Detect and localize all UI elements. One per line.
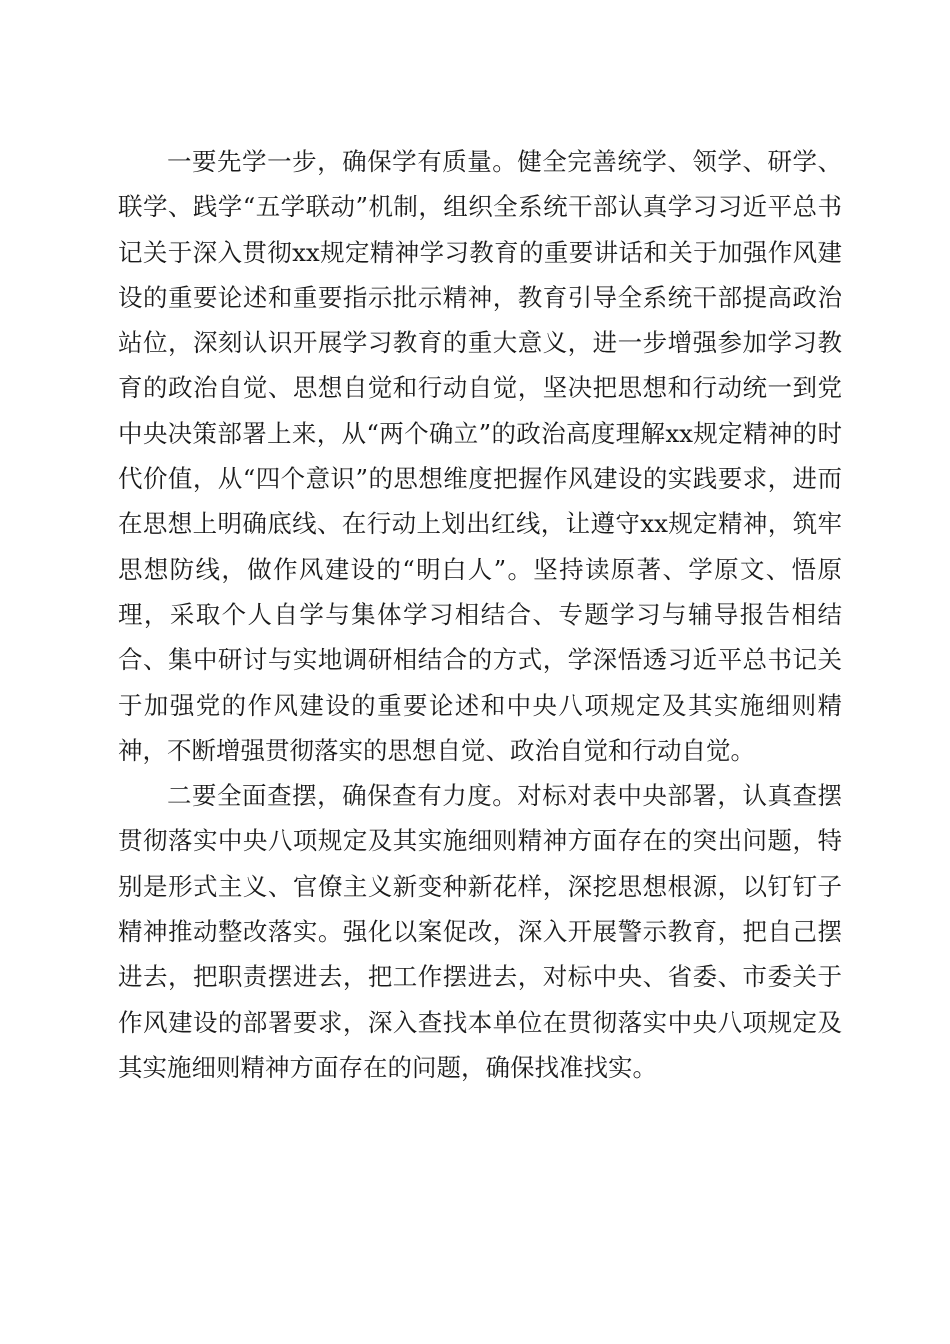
paragraph-comprehensive-review: 二要全面查摆，确保查有力度。对标对表中央部署，认真查摆贯彻落实中央八项规定及其实施细则精神方面存在的突出问题，特别是形式主义、官僚主义新变种新花样，深挖思想根源，以钉钉子精神推动整改落实。强化以案促改，深入开展警示教育，把自己摆进去，把职责摆进去，把工作摆进去，对标中央、省委、市委关于作风建设的部署要求，深入查找本单位在贯彻落实中央八项规定及其实施细则精神方面存在的问题，确保找准找实。: [118, 781, 842, 1082]
paragraph-study-first: 一要先学一步，确保学有质量。健全完善统学、领学、研学、联学、践学“五学联动”机制，组织全系统干部认真学习习近平总书记关于深入贯彻xx规定精神学习教育的重要讲话和关于加强作风建设的重要论述和重要指示批示精神，教育引导全系统干部提高政治站位，深刻认识开展学习教育的重大意义，进一步增强参加学习教育的政治自觉、思想自觉和行动自觉，坚决把思想和行动统一到党中央决策部署上来，从“两个确立”的政治高度理解xx规定精神的时代价值，从“四个意识”的思想维度把握作风建设的实践要求，进而在思想上明确底线、在行动上划出红线，让遵守xx规定精神，筑牢思想防线，做作风建设的“明白人”。坚持读原著、学原文、悟原理，采取个人自学与集体学习相结合、专题学习与辅导报告相结合、集中研讨与实地调研相结合的方式，学深悟透习近平总书记关于加强党的作风建设的重要论述和中央八项规定及其实施细则精神，不断增强贯彻落实的思想自觉、政治自觉和行动自觉。: [118, 147, 842, 765]
document-body: [118, 139, 842, 1090]
